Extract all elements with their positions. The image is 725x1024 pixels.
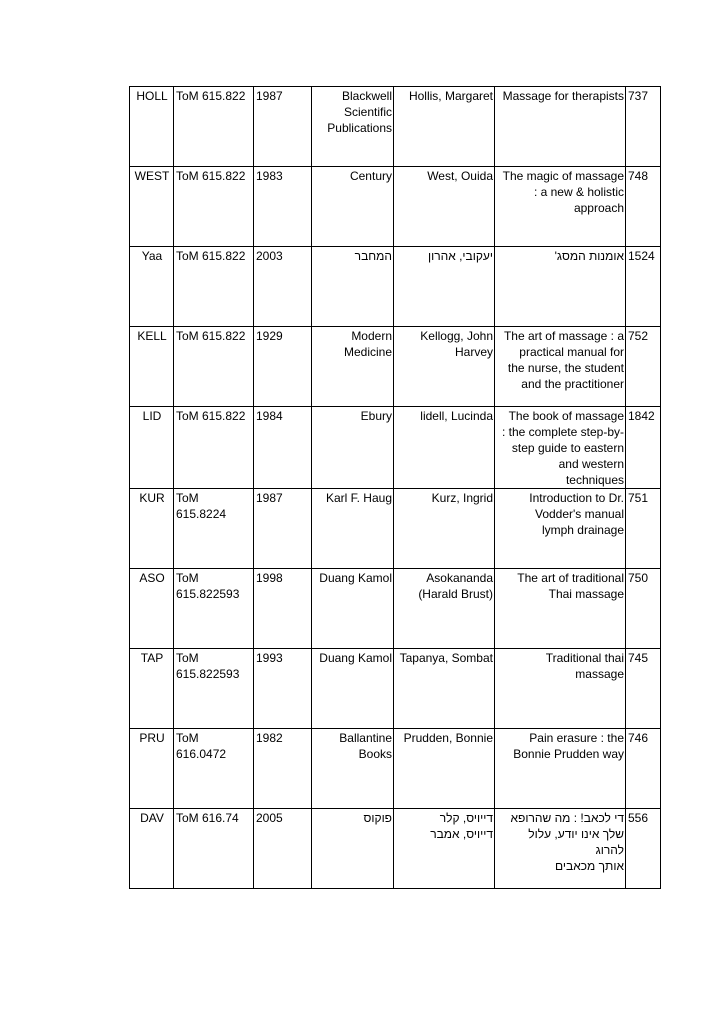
year-text: 2003 (256, 249, 283, 263)
item-code-cell (130, 167, 174, 247)
publisher-cell (312, 407, 394, 489)
call-number-cell (174, 489, 254, 569)
call-number-cell (174, 247, 254, 327)
table-row (130, 407, 661, 489)
title-cell (495, 167, 626, 247)
item-code-cell (130, 247, 174, 327)
author-text: Kurz, Ingrid (431, 491, 493, 505)
record-number-cell (626, 407, 661, 489)
call-number-cell (174, 729, 254, 809)
call-number-cell (174, 407, 254, 489)
year-cell (254, 809, 312, 889)
year-cell (254, 649, 312, 729)
table-row (130, 489, 661, 569)
record-number-cell (626, 327, 661, 407)
record-number-cell (626, 569, 661, 649)
item-code-text: ASO (139, 571, 165, 585)
publisher-cell (312, 649, 394, 729)
title-text: The magic of massage : a new & holistic approach (502, 169, 624, 215)
publisher-text: המחבר (354, 249, 392, 263)
item-code-text: Yaa (141, 249, 163, 263)
year-text: 1929 (256, 329, 283, 343)
record-number-text: 556 (628, 811, 649, 825)
record-number-text: 1524 (628, 249, 655, 263)
publisher-cell (312, 729, 394, 809)
item-code-text: WEST (134, 169, 170, 183)
publisher-text: Duang Kamol (319, 571, 392, 585)
call-number-text: ToM 615.822 (176, 169, 246, 183)
author-text: West, Ouida (427, 169, 493, 183)
title-cell (495, 569, 626, 649)
year-cell (254, 729, 312, 809)
record-number-cell (626, 809, 661, 889)
author-cell (394, 167, 495, 247)
call-number-cell (174, 809, 254, 889)
table-row (130, 569, 661, 649)
call-number-cell (174, 569, 254, 649)
year-text: 1987 (256, 89, 283, 103)
title-cell (495, 649, 626, 729)
title-cell (495, 87, 626, 167)
record-number-cell (626, 489, 661, 569)
call-number-cell (174, 87, 254, 167)
year-cell (254, 407, 312, 489)
item-code-text: TAP (140, 651, 164, 665)
author-text: יעקובי, אהרון (427, 249, 493, 263)
record-number-cell (626, 167, 661, 247)
record-number-text: 752 (628, 329, 649, 343)
title-text: Massage for therapists (502, 89, 624, 103)
year-cell (254, 87, 312, 167)
year-text: 2005 (256, 811, 283, 825)
title-cell (495, 489, 626, 569)
author-text: דייויס, קלר דייויס, אמבר (430, 811, 493, 841)
title-cell (495, 407, 626, 489)
title-cell (495, 327, 626, 407)
publisher-text: Duang Kamol (319, 651, 392, 665)
author-text: lidell, Lucinda (420, 409, 493, 423)
author-cell (394, 649, 495, 729)
record-number-text: 751 (628, 491, 649, 505)
table-row (130, 729, 661, 809)
year-cell (254, 167, 312, 247)
record-number-text: 750 (628, 571, 649, 585)
call-number-text: ToM 615.822593 (176, 651, 240, 681)
item-code-text: DAV (140, 811, 164, 825)
year-cell (254, 327, 312, 407)
call-number-text: ToM 616.74 (176, 811, 239, 825)
publisher-cell (312, 569, 394, 649)
table-row (130, 87, 661, 167)
item-code-cell (130, 327, 174, 407)
author-cell (394, 729, 495, 809)
item-code-text: KELL (137, 329, 167, 343)
publisher-text: Ballantine Books (339, 731, 392, 761)
title-cell (495, 809, 626, 889)
table-row (130, 649, 661, 729)
item-code-text: KUR (139, 491, 165, 505)
author-text: Tapanya, Sombat (399, 651, 493, 665)
record-number-text: 745 (628, 651, 649, 665)
call-number-cell (174, 327, 254, 407)
year-cell (254, 247, 312, 327)
item-code-text: PRU (139, 731, 165, 745)
author-cell (394, 87, 495, 167)
author-text: Prudden, Bonnie (403, 731, 493, 745)
publisher-text: Century (349, 169, 392, 183)
record-number-cell (626, 729, 661, 809)
call-number-cell (174, 167, 254, 247)
year-text: 1983 (256, 169, 283, 183)
publisher-text: Blackwell Scientific Publications (327, 89, 392, 135)
item-code-cell (130, 407, 174, 489)
table-row (130, 809, 661, 889)
record-number-cell (626, 247, 661, 327)
record-number-text: 737 (628, 89, 649, 103)
publisher-text: Modern Medicine (343, 329, 392, 359)
publisher-cell (312, 489, 394, 569)
publisher-text: פוקוס (363, 811, 392, 825)
record-number-text: 746 (628, 731, 649, 745)
call-number-text: ToM 615.822 (176, 249, 246, 263)
table-row (130, 327, 661, 407)
item-code-cell (130, 649, 174, 729)
year-cell (254, 489, 312, 569)
title-text: The art of massage : a practical manual for the nurse, the student and the practitioner (503, 329, 624, 391)
year-text: 1993 (256, 651, 283, 665)
item-code-cell (130, 729, 174, 809)
record-number-cell (626, 87, 661, 167)
publisher-cell (312, 167, 394, 247)
catalog-table (129, 86, 661, 889)
publisher-cell (312, 87, 394, 167)
call-number-text: ToM 615.822 (176, 329, 246, 343)
author-text: Asokananda (Harald Brust) (418, 571, 493, 601)
year-text: 1982 (256, 731, 283, 745)
publisher-text: Ebury (360, 409, 392, 423)
item-code-cell (130, 809, 174, 889)
item-code-cell (130, 489, 174, 569)
year-text: 1984 (256, 409, 283, 423)
title-text: די לכאב! : מה שהרופא שלך אינו יודע, עלול להרוג אותך מכאבים (510, 811, 624, 873)
table-row (130, 167, 661, 247)
item-code-text: HOLL (136, 89, 168, 103)
table-row (130, 247, 661, 327)
author-cell (394, 327, 495, 407)
publisher-cell (312, 809, 394, 889)
publisher-cell (312, 247, 394, 327)
title-text: Traditional thai massage (545, 651, 624, 681)
author-cell (394, 247, 495, 327)
year-text: 1987 (256, 491, 283, 505)
call-number-text: ToM 615.822593 (176, 571, 240, 601)
title-text: The book of massage : the complete step-by- step guide to eastern and western techniques (501, 409, 624, 487)
record-number-text: 748 (628, 169, 649, 183)
title-text: The art of traditional Thai massage (517, 571, 624, 601)
item-code-cell (130, 569, 174, 649)
title-text: Introduction to Dr. Vodder's manual lymph drainage (529, 491, 624, 537)
call-number-cell (174, 649, 254, 729)
year-text: 1998 (256, 571, 283, 585)
call-number-text: ToM 616.0472 (176, 731, 227, 761)
record-number-text: 1842 (628, 409, 655, 423)
author-text: Hollis, Margaret (408, 89, 493, 103)
call-number-text: ToM 615.822 (176, 89, 246, 103)
title-text: Pain erasure : the Bonnie Prudden way (513, 731, 624, 761)
author-cell (394, 407, 495, 489)
item-code-cell (130, 87, 174, 167)
title-cell (495, 729, 626, 809)
title-text: אומנות המסג' (554, 249, 624, 263)
title-cell (495, 247, 626, 327)
call-number-text: ToM 615.8224 (176, 491, 227, 521)
record-number-cell (626, 649, 661, 729)
publisher-text: Karl F. Haug (325, 491, 392, 505)
author-cell (394, 569, 495, 649)
author-text: Kellogg, John Harvey (420, 329, 493, 359)
catalog-rows (130, 87, 661, 889)
item-code-text: LID (142, 409, 162, 423)
author-cell (394, 809, 495, 889)
author-cell (394, 489, 495, 569)
year-cell (254, 569, 312, 649)
call-number-text: ToM 615.822 (176, 409, 246, 423)
publisher-cell (312, 327, 394, 407)
